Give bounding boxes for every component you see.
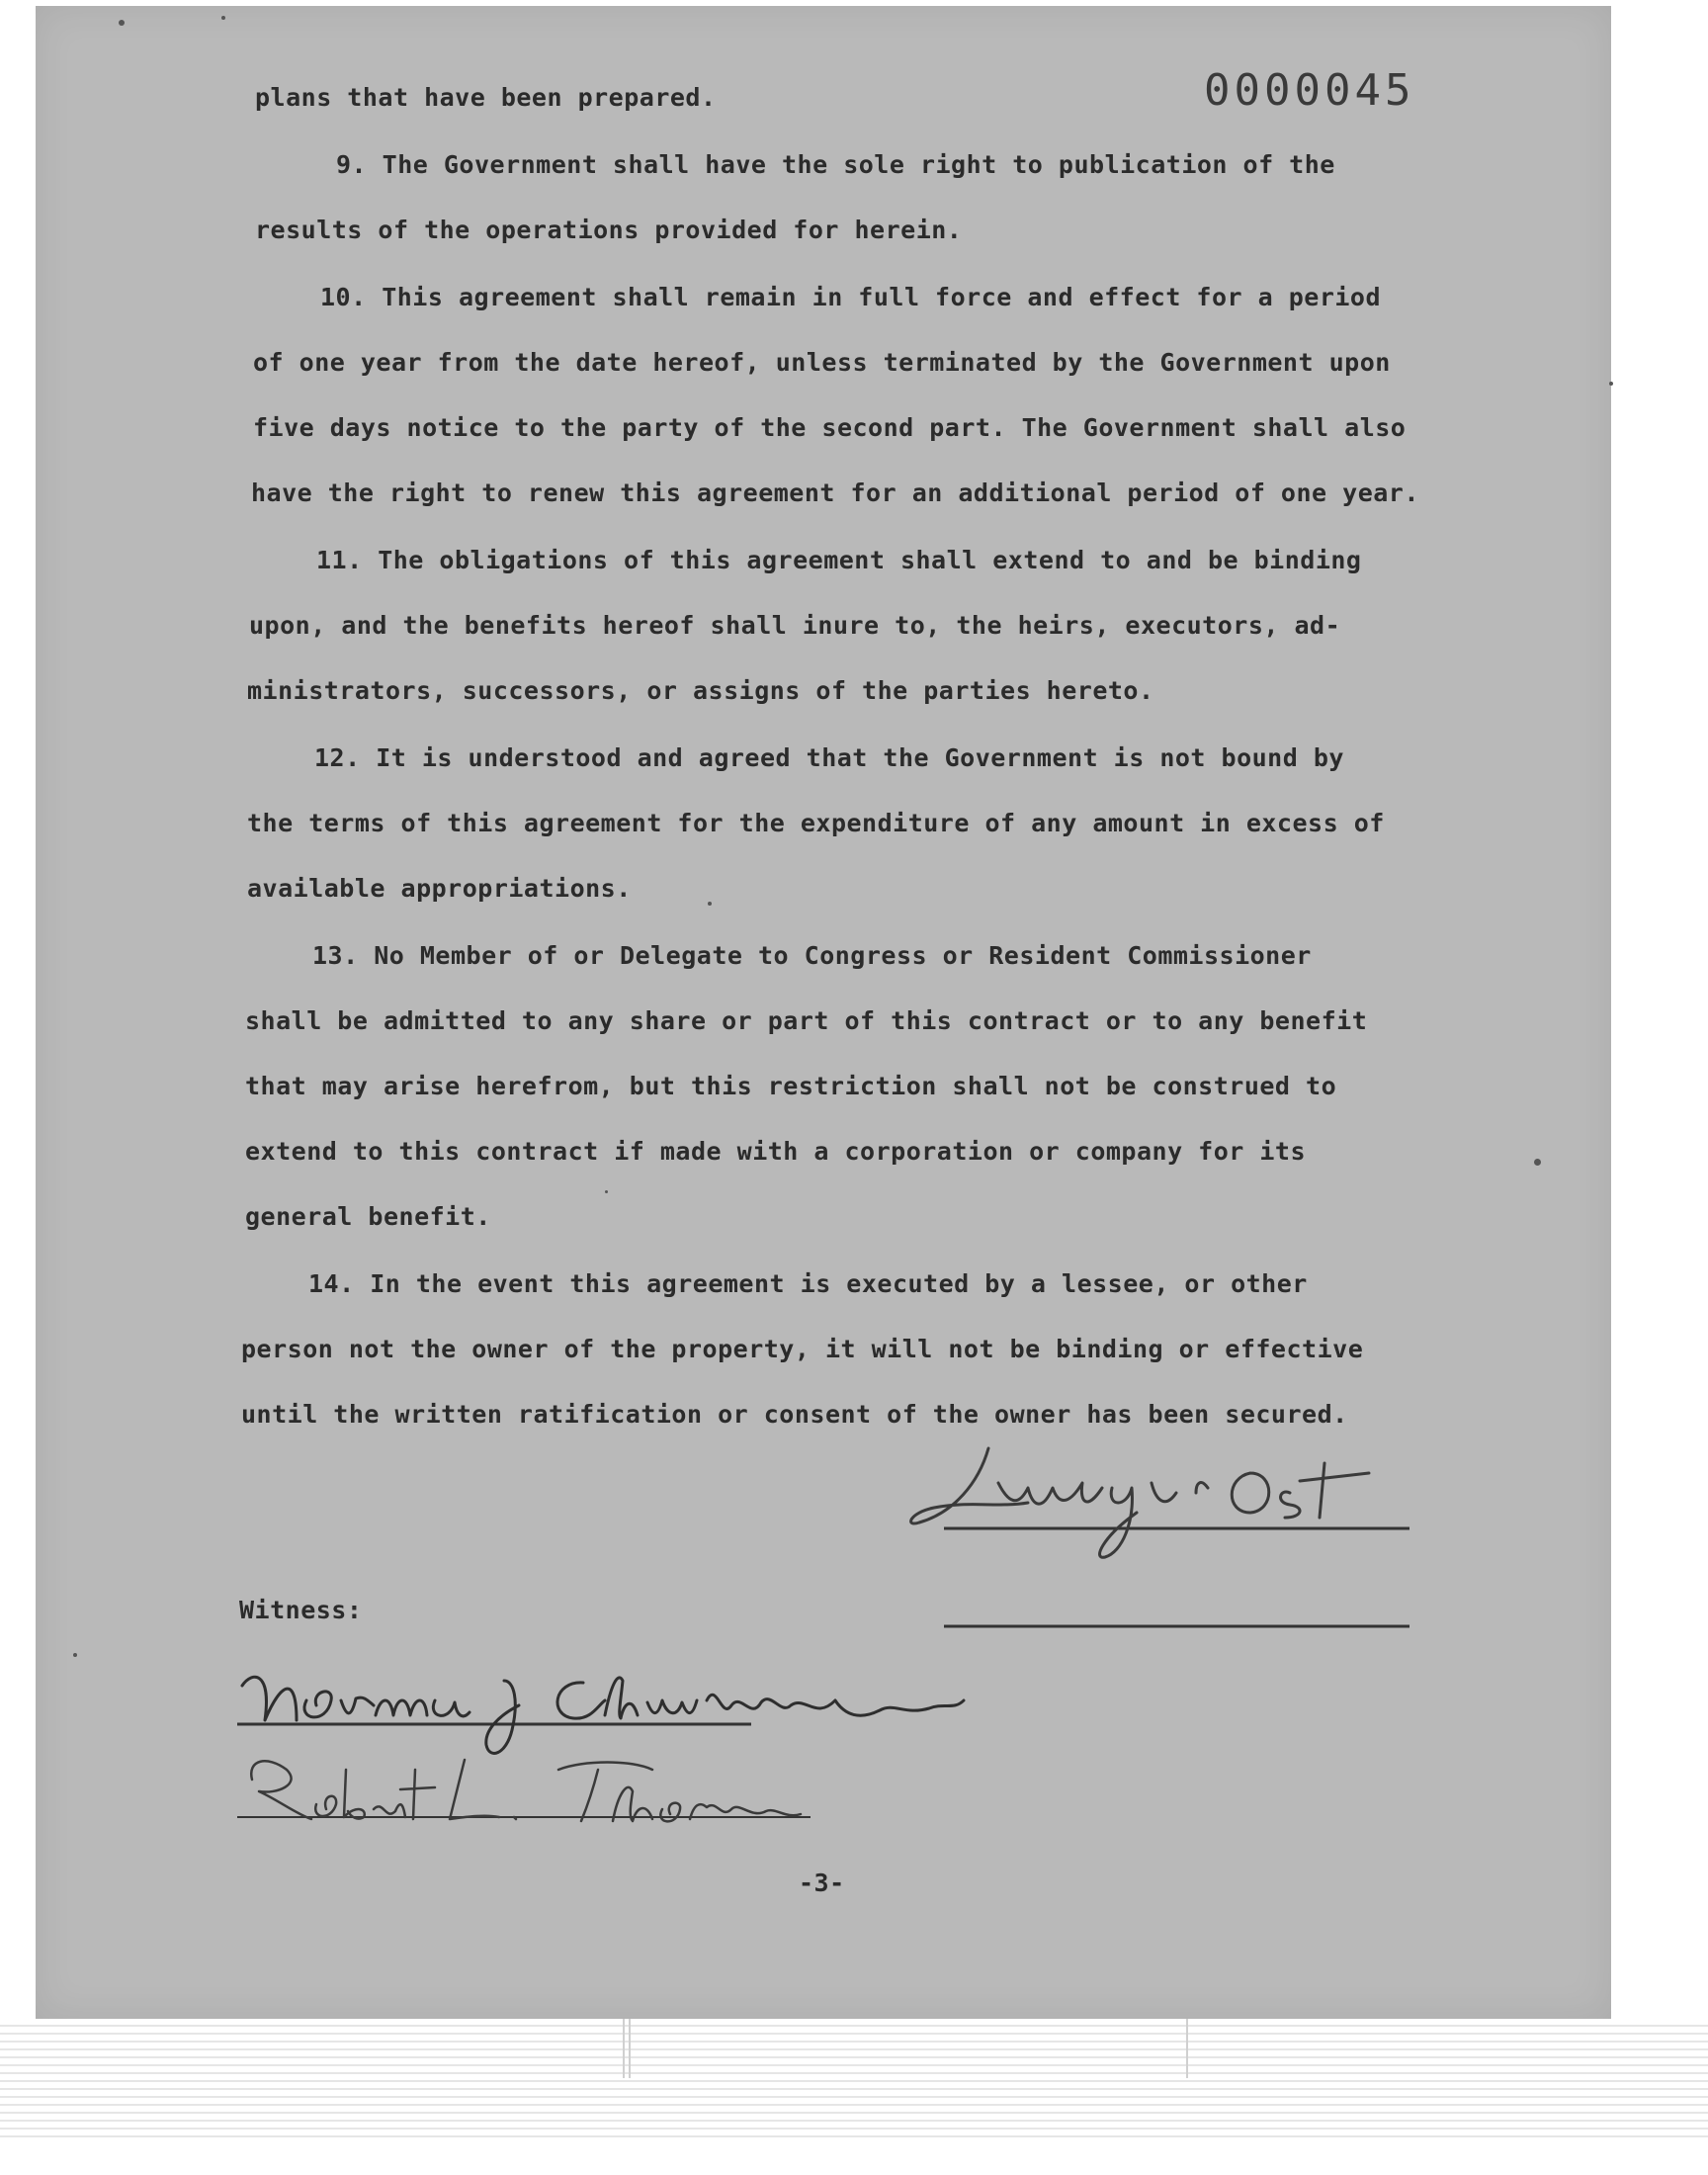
document-stamp-number: 0000045 (1204, 65, 1415, 116)
text-line: upon, and the benefits hereof shall inure to, the heirs, executors, ad- (249, 611, 1341, 640)
scanner-line (1186, 2019, 1188, 2078)
text-line: person not the owner of the property, it will not be binding or effective (241, 1335, 1364, 1363)
text-line: 13. No Member of or Delegate to Congress or Resident Commissioner (312, 941, 1312, 970)
scan-speck (73, 1653, 77, 1657)
text-line: have the right to renew this agreement for an additional period of one year. (251, 478, 1419, 507)
scan-speck (605, 1190, 608, 1193)
scan-speck (1534, 1159, 1541, 1166)
text-line: general benefit. (245, 1202, 491, 1231)
text-line: shall be admitted to any share or part of this contract or to any benefit (245, 1006, 1368, 1035)
page-footer-number: -3- (799, 1869, 845, 1897)
text-line: 14. In the event this agreement is executed by a lessee, or other (308, 1269, 1308, 1298)
text-line: plans that have been prepared. (255, 83, 717, 112)
text-line: of one year from the date hereof, unless terminated by the Government upon (253, 348, 1391, 377)
scanner-bed-strip (0, 2019, 1708, 2137)
text-line: until the written ratification or consent of the owner has been secured. (241, 1400, 1348, 1429)
text-line: 9. The Government shall have the sole right to publication of the (336, 150, 1335, 179)
text-line: 12. It is understood and agreed that the Government is not bound by (314, 743, 1344, 772)
scan-speck (708, 902, 712, 906)
scan-speck (1609, 382, 1613, 386)
text-line: 10. This agreement shall remain in full force and effect for a period (320, 283, 1382, 311)
text-line: 11. The obligations of this agreement shall extend to and be binding (316, 546, 1362, 574)
text-line: the terms of this agreement for the expenditure of any amount in excess of (247, 809, 1385, 837)
text-line: ministrators, successors, or assigns of the parties hereto. (247, 676, 1154, 705)
text-line: extend to this contract if made with a corporation or company for its (245, 1137, 1307, 1166)
text-line: results of the operations provided for herein. (255, 216, 963, 244)
text-line: that may arise herefrom, but this restriction shall not be construed to (245, 1072, 1337, 1100)
scanner-line (623, 2019, 625, 2078)
scan-speck (119, 20, 125, 26)
witness-label: Witness: (239, 1596, 363, 1624)
text-line: available appropriations. (247, 874, 632, 903)
scan-speck (221, 16, 225, 20)
text-line: five days notice to the party of the second part. The Government shall also (253, 413, 1407, 442)
scanner-line (629, 2019, 631, 2078)
